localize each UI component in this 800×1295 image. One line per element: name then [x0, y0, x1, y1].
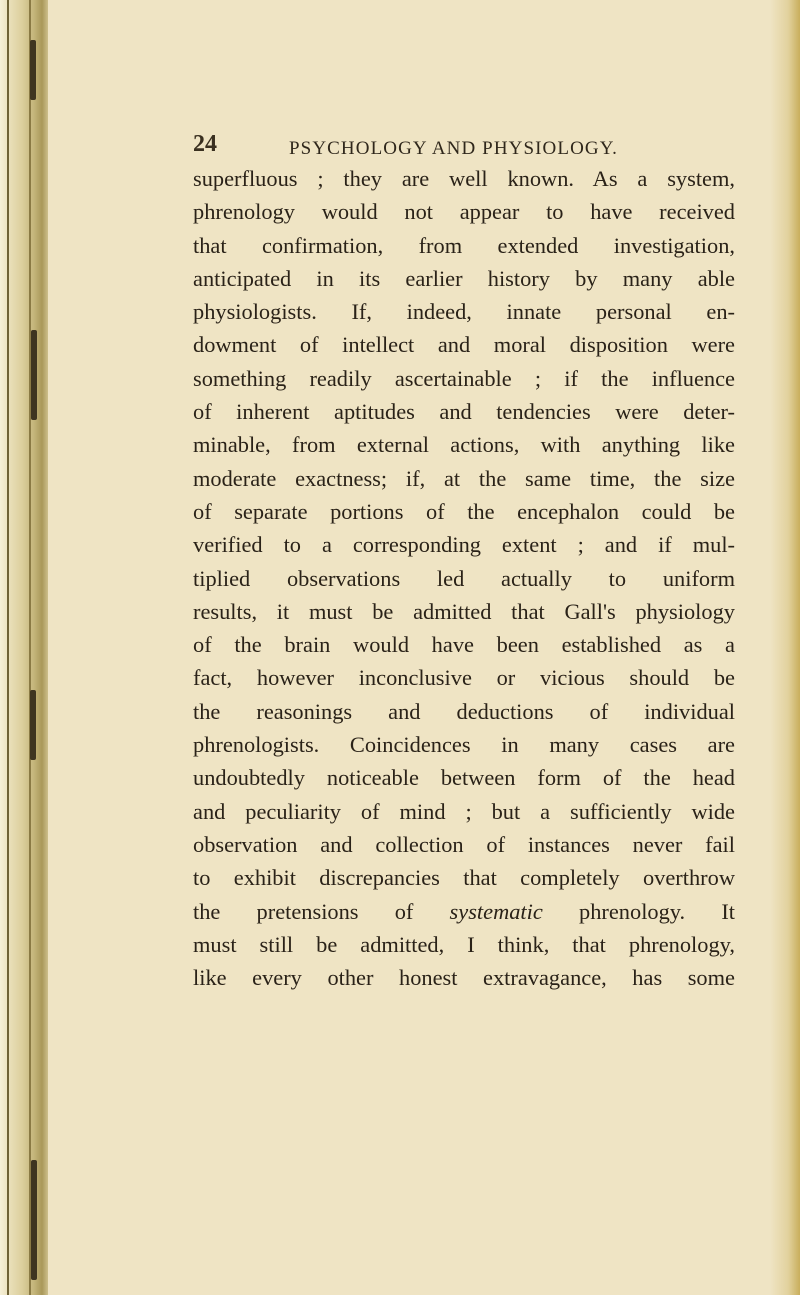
text-line: to exhibit discrepancies that completely overthrow — [193, 865, 735, 891]
text-line: phrenologists. Coincidences in many cases are — [193, 732, 735, 758]
text-line: fact, however inconclusive or vicious should be — [193, 665, 735, 691]
text-line: physiologists. If, indeed, innate personal en- — [193, 299, 735, 325]
text-line: phrenology would not appear to have received — [193, 199, 735, 225]
text-line: anticipated in its earlier history by many able — [193, 265, 735, 291]
emphasized-word: systematic — [449, 898, 543, 924]
text-line: observation and collection of instances never fail — [193, 831, 735, 857]
text-line: that confirmation, from extended investigation, — [193, 232, 735, 258]
text-line: of inherent aptitudes and tendencies were deter- — [193, 399, 735, 425]
text-line: tiplied observations led actually to uniform — [193, 565, 735, 591]
text-line: superfluous ; they are well known. As a system, — [193, 166, 735, 191]
text-line: dowment of intellect and moral disposition were — [193, 332, 735, 358]
text-line: verified to a corresponding extent ; and if mul- — [193, 532, 735, 558]
text-line: undoubtedly noticeable between form of the head — [193, 765, 735, 791]
text-line: must still be admitted, I think, that phrenology, — [193, 931, 735, 957]
page-number: 24 — [193, 131, 217, 157]
running-head: PSYCHOLOGY AND PHYSIOLOGY. — [289, 138, 618, 159]
body-text — [193, 162, 735, 994]
text-line: moderate exactness; if, at the same time, the size — [193, 465, 735, 491]
text-line-with-emphasis — [193, 895, 735, 928]
text-line: results, it must be admitted that Gall's physiology — [193, 598, 735, 624]
text-line: and peculiarity of mind ; but a sufficiently wide — [193, 798, 735, 824]
text-segment: the pretensions of — [193, 898, 450, 924]
text-line: minable, from external actions, with anything like — [193, 432, 735, 458]
text-segment: phrenology. It — [542, 898, 736, 924]
text-line: of the brain would have been established as a — [193, 632, 735, 658]
text-line: something readily ascertainable ; if the influence — [193, 365, 735, 391]
text-line: the reasonings and deductions of individual — [193, 698, 735, 724]
text-line: like every other honest extravagance, has some — [193, 965, 735, 991]
text-line: of separate portions of the encephalon could be — [193, 498, 735, 524]
